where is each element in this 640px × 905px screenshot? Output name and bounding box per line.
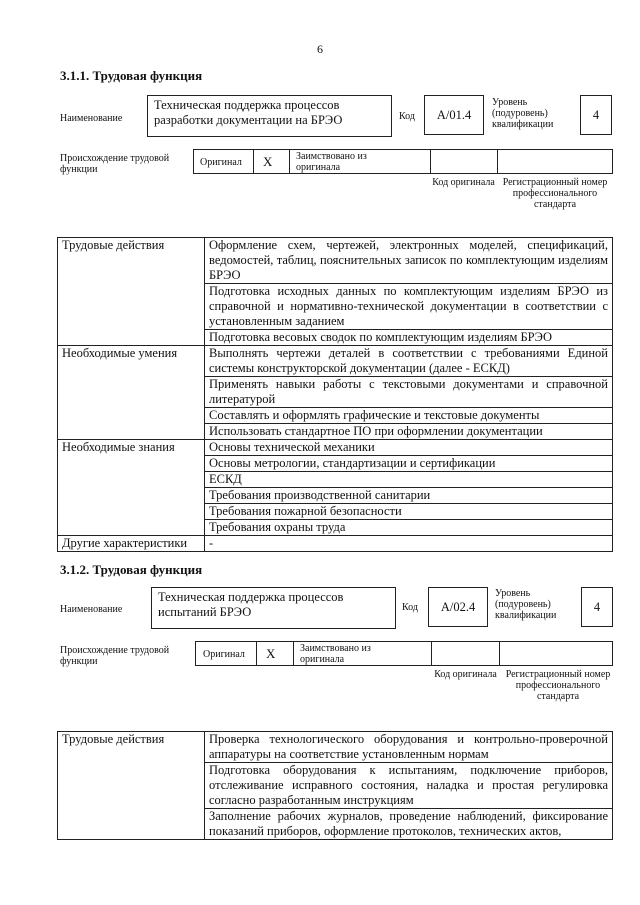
table-row: -	[205, 536, 613, 552]
level-label: Уровень (подуровень) квалификации	[492, 97, 554, 130]
group-label: Необходимые знания	[58, 440, 205, 536]
original-label: Оригинал	[203, 649, 245, 660]
code-label: Код	[402, 602, 418, 613]
table-row: Требования охраны труда	[205, 520, 613, 536]
table-row: Подготовка оборудования к испытаниям, подключение приборов, отслеживание исправного состояния, наладка и простая регулировка согласно разработанным инструкциям	[205, 763, 613, 809]
origin-label: Происхождение трудовой функции	[60, 153, 170, 175]
function-1-table	[57, 237, 613, 552]
reg-number-caption: Регистрационный номер профессионального стандарта	[502, 177, 608, 210]
origin-divider	[289, 149, 290, 174]
table-row: Требования пожарной безопасности	[205, 504, 613, 520]
name-label: Наименование	[60, 113, 123, 124]
original-mark: X	[266, 646, 276, 661]
page-number: 6	[317, 42, 323, 56]
table-row: Применять навыки работы с текстовыми документами и справочной литературой	[205, 377, 613, 408]
group-label: Трудовые действия	[58, 732, 205, 840]
origin-divider	[497, 149, 498, 174]
origin-divider	[253, 149, 254, 174]
origin-label: Происхождение трудовой функции	[60, 645, 170, 667]
function-2-table	[57, 731, 613, 840]
level-label: Уровень (подуровень) квалификации	[495, 588, 557, 621]
table-row: Использовать стандартное ПО при оформлении документации	[205, 424, 613, 440]
origin-divider	[256, 641, 257, 666]
code-label: Код	[399, 111, 415, 122]
level-box: 4	[580, 95, 612, 135]
origin-divider	[430, 149, 431, 174]
table-row: Оформление схем, чертежей, электронных моделей, спецификаций, ведомостей, таблиц, пояснительных записок по комплектующим изделиям БРЭО	[205, 238, 613, 284]
group-label: Необходимые умения	[58, 346, 205, 440]
table-row: Выполнять чертежи деталей в соответствии с требованиями Единой системы конструкторской документации (далее - ЕСКД)	[205, 346, 613, 377]
original-label: Оригинал	[200, 157, 242, 168]
table-row: Подготовка весовых сводок по комплектующим изделиям БРЭО	[205, 330, 613, 346]
section-heading-1: 3.1.1. Трудовая функция	[60, 68, 203, 83]
group-label: Другие характеристики	[58, 536, 205, 552]
table-row: Требования производственной санитарии	[205, 488, 613, 504]
borrowed-label: Заимствовано из оригинала	[296, 151, 367, 173]
origin-divider	[499, 641, 500, 666]
origin-code-caption: Код оригинала	[434, 669, 497, 680]
table-row: Основы метрологии, стандартизации и сертификации	[205, 456, 613, 472]
function-name-box: Техническая поддержка процессов испытаний БРЭО	[151, 587, 396, 629]
table-row: Основы технической механики	[205, 440, 613, 456]
origin-divider	[293, 641, 294, 666]
table-row: ЕСКД	[205, 472, 613, 488]
function-code-box: A/02.4	[428, 587, 488, 627]
group-label: Трудовые действия	[58, 238, 205, 346]
table-row: Проверка технологического оборудования и контрольно-проверочной аппаратуры на соответствие установленным нормам	[205, 732, 613, 763]
borrowed-label: Заимствовано из оригинала	[300, 643, 371, 665]
table-row: Подготовка исходных данных по комплектующим изделиям БРЭО из справочной и нормативно-технической документации в соответствии с установленным заданием	[205, 284, 613, 330]
name-label: Наименование	[60, 604, 123, 615]
level-box: 4	[581, 587, 613, 627]
function-name-box: Техническая поддержка процессов разработки документации на БРЭО	[147, 95, 392, 137]
function-code-box: A/01.4	[424, 95, 484, 135]
table-row: Заполнение рабочих журналов, проведение наблюдений, фиксирование показаний приборов, оформление протоколов, технических актов,	[205, 809, 613, 840]
origin-divider	[431, 641, 432, 666]
section-heading-2: 3.1.2. Трудовая функция	[60, 562, 203, 577]
origin-code-caption: Код оригинала	[432, 177, 495, 188]
table-row: Составлять и оформлять графические и текстовые документы	[205, 408, 613, 424]
original-mark: X	[263, 154, 273, 169]
reg-number-caption: Регистрационный номер профессионального стандарта	[505, 669, 611, 702]
